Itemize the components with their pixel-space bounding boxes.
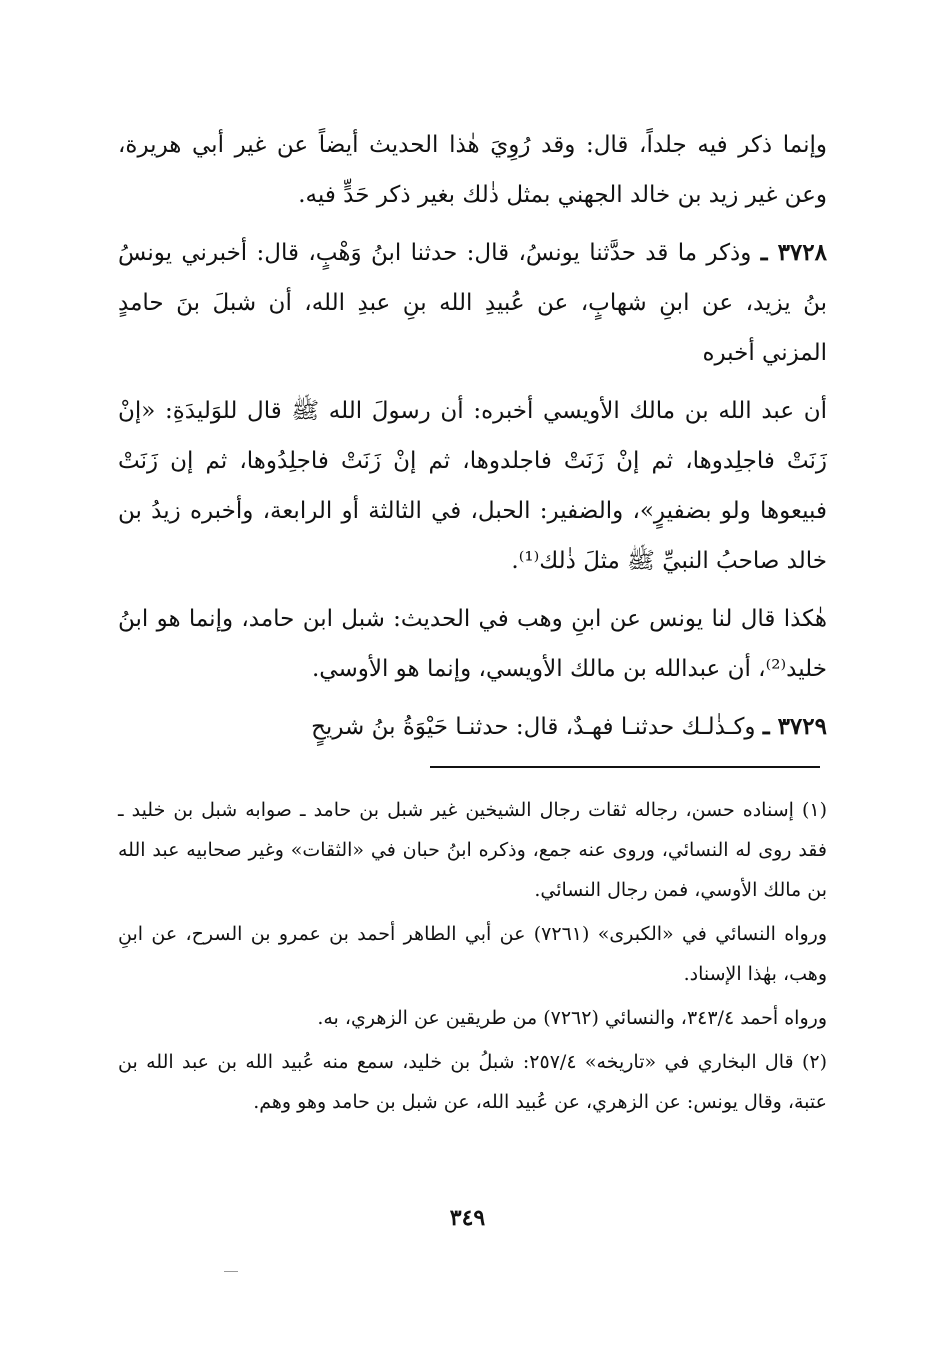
footnote-1-continued: ورواه النسائي في «الكبرى» (٧٢٦١) عن أبي الطاهر أحمد بن عمرو بن السرح، عن ابنِ وهب، بهٰذا الإسناد. — [118, 923, 827, 985]
footnote-1-continued: ورواه أحمد ٣٤٣/٤، والنسائي (٧٢٦٢) من طريقين عن الزهري، به. — [317, 1007, 827, 1029]
paragraph-hadith-3728 — [118, 228, 827, 378]
page-number: ٣٤٩ — [449, 1205, 486, 1231]
main-text — [118, 120, 827, 760]
paragraph-text: أن عبد الله بن مالك الأويسي أخبره: أن رسولَ الله ﷺ قال للوَليدَةِ: «إنْ زَنَتْ فاجلِدوها، ثم إنْ زَنَتْ فاجلدوها، ثم إنْ زَنَتْ فاجلِدُوها، ثم إن زَنَتْ فبيعوها ولو بضفيرٍ»، والضفير: الحبل، في الثالثة أو الرابعة، وأخبره زيدُ بن خالد صاحبُ النبيِّ ﷺ مثلَ ذٰلك⁽¹⁾. — [118, 398, 827, 574]
paragraph-3 — [118, 386, 827, 586]
footnote-2: (٢) قال البخاري في «تاريخه» ٢٥٧/٤: شبلُ بن خليد، سمع منه عُبيد الله بن عبد الله بن عتبة، وقال يونس: عن الزهري، عن عُبيد الله، عن شبل بن حامد وهو وهم. — [118, 1051, 827, 1113]
paragraph-text: وذكر ما قد حدَّثنا يونسُ، قال: حدثنا ابنُ وَهْبٍ، قال: أخبرني يونسُ بنُ يزيد، عن ابنِ شهابٍ، عن عُبيدِ الله بنِ عبدِ الله، أن شبلَ بنَ حامدٍ المزني أخبره — [118, 240, 827, 366]
paragraph-hadith-3729 — [118, 702, 827, 752]
scan-mark — [224, 1271, 238, 1272]
hadith-number: ٣٧٢٩ ـ — [762, 713, 827, 740]
paragraph-text: هٰكذا قال لنا يونس عن ابنِ وهب في الحديث: شبل ابن حامد، وإنما هو ابنُ خليد⁽²⁾، أن عبدالله بن مالك الأويسي، وإنما هو الأوسي. — [118, 606, 827, 682]
paragraph-text: وكـذٰلـك حدثنـا فهـدٌ، قال: حدثنـا حَيْوَةُ بنُ شريحٍ — [311, 714, 763, 740]
hadith-number: ٣٧٢٨ ـ — [760, 239, 827, 266]
footnotes — [118, 790, 827, 1126]
paragraph-4 — [118, 594, 827, 694]
footnote-divider — [430, 766, 820, 768]
paragraph-text: وإنما ذكر فيه جلداً، قال: وقد رُوِيَ هٰذا الحديث أيضاً عن غير أبي هريرة، وعن غير زيد بن خالد الجهني بمثل ذٰلك بغير ذكر حَدٍّ فيه. — [118, 132, 827, 208]
paragraph-1 — [118, 120, 827, 220]
footnote-1: (١) إسناده حسن، رجاله ثقات رجال الشيخين غير شبل بن حامد ـ صوابه شبل بن خليد ـ فقد روى له النسائي، وروى عنه جمع، وذكره ابنُ حبان في «الثقات» وغير صحابيه عبد الله بن مالك الأوسي، فمن رجال النسائي. — [118, 799, 827, 901]
